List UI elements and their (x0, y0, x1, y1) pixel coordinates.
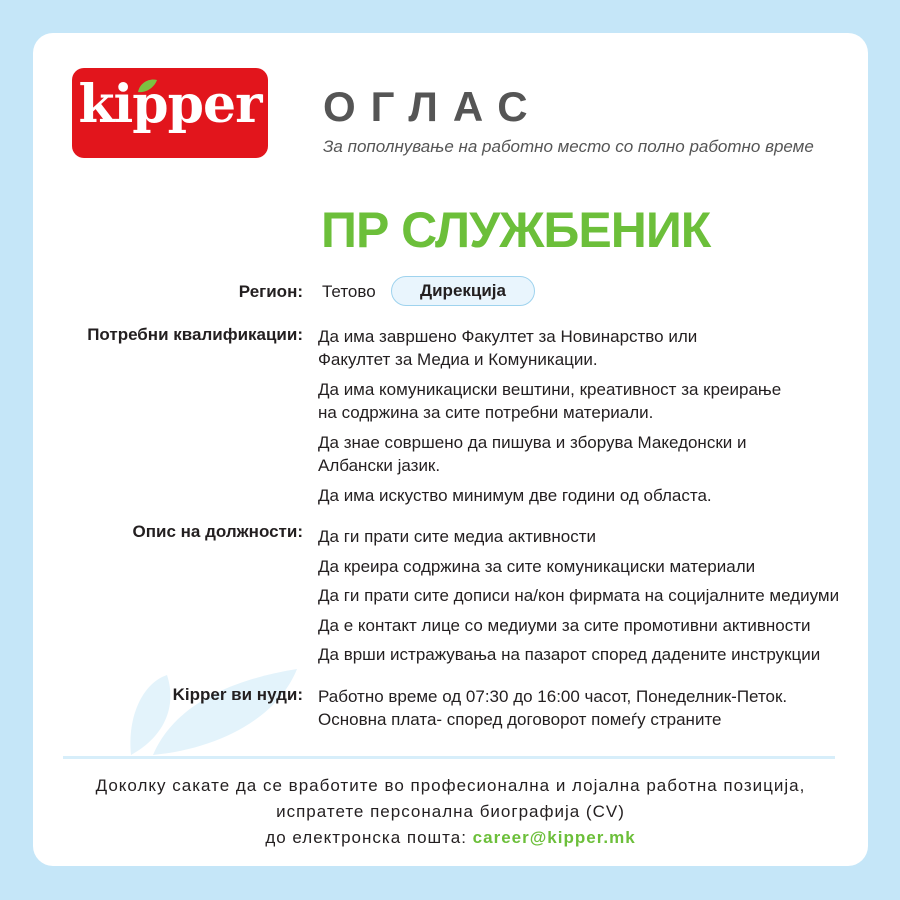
department-badge: Дирекција (391, 276, 535, 306)
list-item-line: Да има завршено Факултет за Новинарство или (318, 327, 698, 346)
footer-line: Доколку сакате да се вработите во професионална и лојална работна позиција, (95, 776, 806, 795)
offer-list (318, 685, 787, 731)
kipper-logo (72, 68, 268, 158)
list-item: Да ги прати сите дописи на/кон фирмата на социјалните медиуми (318, 586, 840, 605)
list-item: Основна плата- според договорот помеѓу страните (318, 710, 722, 729)
leaf-watermark-icon (125, 661, 305, 756)
job-title: ПР СЛУЖБЕНИК (321, 202, 711, 258)
footer-line: испратете персонална биографија (CV) (276, 802, 625, 821)
qualifications-label: Потребни квалификации: (87, 325, 303, 344)
duties-label: Опис на должности: (132, 522, 303, 541)
list-item: Да ги прати сите медиа активности (318, 527, 597, 546)
footer (33, 773, 868, 851)
list-item (318, 378, 781, 424)
footer-email-prefix: до електронска пошта: (265, 828, 473, 847)
list-item: Работно време од 07:30 до 16:00 часот, Понеделник-Петок. (318, 687, 788, 706)
list-item-line: Факултет за Медиа и Комуникации. (318, 350, 598, 369)
region-city: Тетово (322, 282, 376, 301)
logo-text: kipper (78, 74, 262, 135)
job-ad-card (33, 33, 868, 866)
footer-line (33, 825, 868, 851)
list-item-line: на содржина за сите потребни материали. (318, 403, 654, 422)
list-item-line: Да има искуство минимум две години од областа. (318, 486, 712, 505)
list-item-line: Да има комуникациски вештини, креативност за креирање (318, 380, 782, 399)
list-item-line: Да знае совршено да пишува и зборува Македонски и (318, 433, 747, 452)
list-item-line: Албански јазик. (318, 456, 441, 475)
qualifications-list (318, 325, 781, 507)
region-label: Регион: (238, 282, 303, 301)
ad-heading: ОГЛАС (323, 83, 543, 130)
list-item: Да е контакт лице со медиуми за сите промотивни активности (318, 615, 811, 635)
duties-list (318, 522, 839, 670)
list-item: Да врши истражувања на пазарот според дадените инструкции (318, 645, 821, 664)
list-item (318, 325, 781, 371)
list-item (318, 431, 781, 477)
email-link[interactable]: career@kipper.mk (472, 828, 636, 847)
list-item (318, 484, 781, 507)
offer-label: Kipper ви нуди: (172, 685, 303, 704)
ad-subheading: За пополнување на работно место со полно работно време (323, 137, 814, 156)
divider (63, 756, 835, 759)
list-item: Да креира содржина за сите комуникациски материали (318, 556, 756, 576)
